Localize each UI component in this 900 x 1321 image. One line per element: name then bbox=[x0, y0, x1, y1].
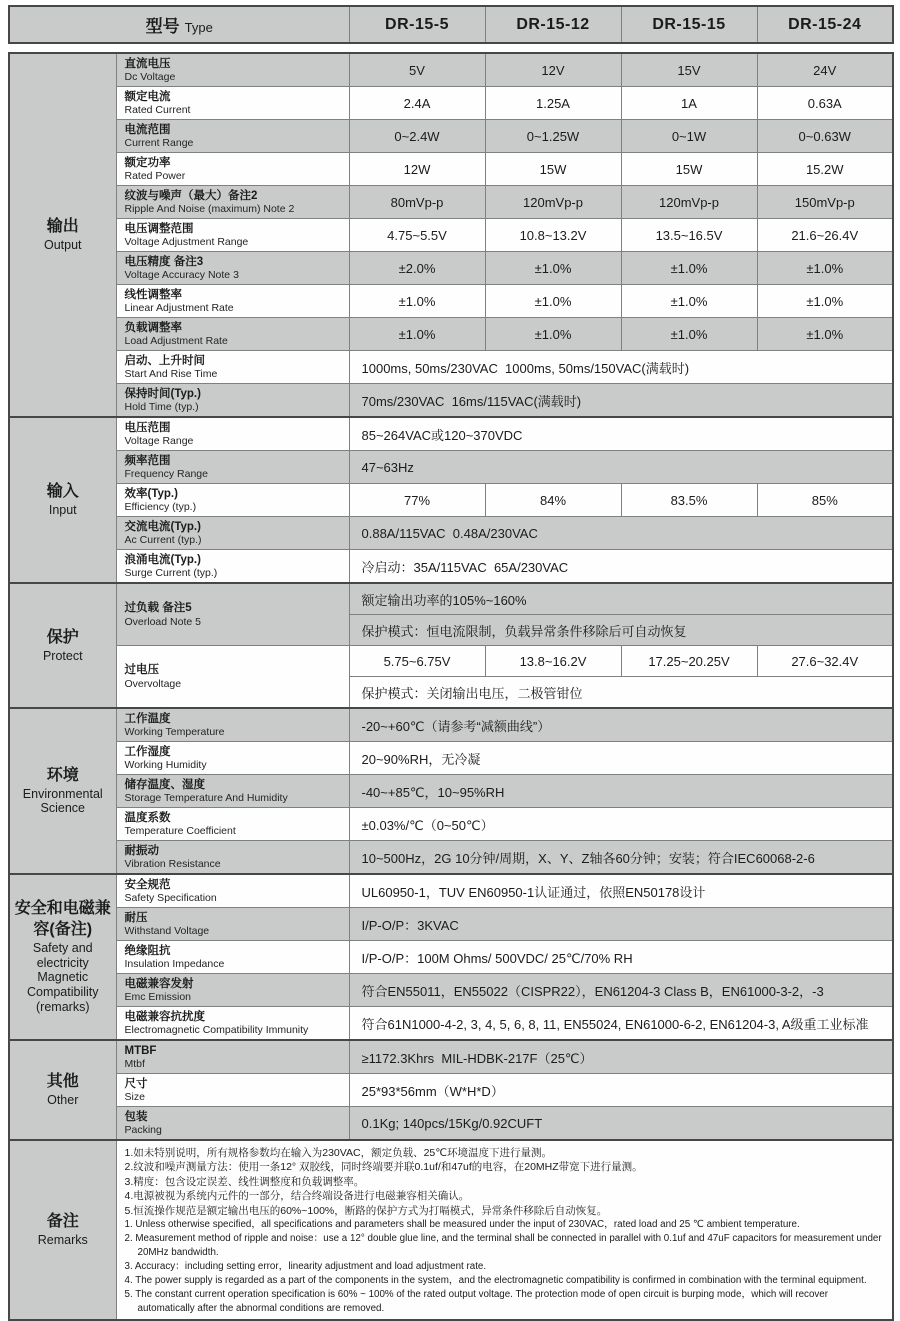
param-label bbox=[116, 841, 349, 875]
section-label-en: Other bbox=[47, 1093, 79, 1108]
section-label-remarks bbox=[9, 1140, 116, 1320]
spec-value: 77% bbox=[349, 484, 485, 517]
section-other bbox=[9, 1040, 893, 1140]
spec-value: ±1.0% bbox=[485, 285, 621, 318]
param-label-cn: 额定功率 bbox=[124, 156, 171, 169]
spec-value: 150mVp-p bbox=[757, 186, 893, 219]
param-label-en: Mtbf bbox=[124, 1058, 145, 1071]
table-row bbox=[9, 874, 893, 908]
spec-value: 85~264VAC或120~370VDC bbox=[349, 417, 893, 451]
section-label-cn: 其他 bbox=[46, 1073, 79, 1091]
param-label bbox=[116, 550, 349, 584]
param-label-cn: 储存温度、湿度 bbox=[124, 778, 205, 791]
param-label bbox=[116, 53, 349, 87]
table-row bbox=[9, 708, 893, 742]
param-label-en: Overvoltage bbox=[124, 677, 182, 690]
spec-value: ±1.0% bbox=[757, 252, 893, 285]
spec-value: 1000ms, 50ms/230VAC 1000ms, 50ms/150VAC(满载时) bbox=[349, 351, 893, 384]
section-label-other bbox=[9, 1040, 116, 1140]
model-name-dr-15-24: DR-15-24 bbox=[757, 6, 893, 43]
remark-line: 4. The power supply is regarded as a part of the components in the system，and the electromagnetic compatibility is confirmed in combination with the terminal equipment. bbox=[124, 1275, 867, 1287]
spec-value: 15W bbox=[485, 153, 621, 186]
type-label-cn: 型号 bbox=[145, 17, 180, 36]
table-row bbox=[9, 384, 893, 418]
remark-line: 5.恒流操作规范是额定输出电压的60%~100%，断路的保护方式为打嗝模式，异常条件移除后自动恢复。 bbox=[124, 1204, 608, 1217]
spec-value: 符合EN55011，EN55022（CISPR22），EN61204-3 Class B，EN61000-3-2，-3 bbox=[349, 974, 893, 1007]
spec-value: 47~63Hz bbox=[349, 451, 893, 484]
table-row bbox=[9, 550, 893, 584]
param-label bbox=[116, 1007, 349, 1041]
param-label-cn: 过负载 备注5 bbox=[124, 602, 192, 615]
param-label-cn: 额定电流 bbox=[124, 90, 171, 103]
spec-value: ±1.0% bbox=[621, 252, 757, 285]
param-label-en: Linear Adjustment Rate bbox=[124, 302, 234, 315]
section-label-en: Safety and electricity Magnetic Compatibility (remarks) bbox=[26, 940, 99, 1014]
spec-value: 0.88A/115VAC 0.48A/230VAC bbox=[349, 517, 893, 550]
section-label-en: Remarks bbox=[37, 1232, 88, 1247]
param-label-en: Packing bbox=[124, 1124, 162, 1137]
param-label bbox=[116, 808, 349, 841]
param-label bbox=[116, 1040, 349, 1074]
table-row bbox=[9, 1140, 893, 1320]
param-label-cn: 温度系数 bbox=[124, 811, 171, 824]
spec-value: ±1.0% bbox=[757, 285, 893, 318]
spec-value: 冷启动：35A/115VAC 65A/230VAC bbox=[349, 550, 893, 584]
param-label bbox=[116, 351, 349, 384]
section-remarks bbox=[9, 1140, 893, 1320]
param-label-en: Overload Note 5 bbox=[124, 615, 201, 628]
param-label-cn: 工作湿度 bbox=[124, 745, 171, 758]
spec-value: 2.4A bbox=[349, 87, 485, 120]
param-label bbox=[116, 417, 349, 451]
param-label-en: Voltage Accuracy Note 3 bbox=[124, 269, 239, 282]
param-label bbox=[116, 742, 349, 775]
param-label-cn: 电磁兼容抗扰度 bbox=[124, 1010, 205, 1023]
param-label-cn: 直流电压 bbox=[124, 57, 171, 70]
section-label-cn: 输出 bbox=[46, 218, 79, 236]
section-protect bbox=[9, 583, 893, 708]
spec-value: 5.75~6.75V bbox=[349, 646, 485, 677]
param-label-en: Efficiency (typ.) bbox=[124, 501, 197, 514]
table-row bbox=[9, 941, 893, 974]
spec-value: 0.63A bbox=[757, 87, 893, 120]
param-label bbox=[116, 1107, 349, 1141]
param-label-cn: 电压调整范围 bbox=[124, 222, 194, 235]
spec-value: -20~+60℃（请参考“减额曲线”） bbox=[349, 708, 893, 742]
param-label-en: Ac Current (typ.) bbox=[124, 534, 202, 547]
table-row bbox=[9, 974, 893, 1007]
spec-value: 15.2W bbox=[757, 153, 893, 186]
spec-value: 12V bbox=[485, 53, 621, 87]
param-label-en: Withstand Voltage bbox=[124, 925, 210, 938]
param-label-cn: 保持时间(Typ.) bbox=[124, 387, 201, 400]
remark-line: 3. Accuracy：including setting error，linearity adjustment and load adjustment rate. bbox=[124, 1261, 487, 1273]
param-label-en: Emc Emission bbox=[124, 991, 192, 1004]
spec-value: 21.6~26.4V bbox=[757, 219, 893, 252]
section-label-cn: 环境 bbox=[46, 766, 79, 784]
section-environment bbox=[9, 708, 893, 874]
param-label-cn: 效率(Typ.) bbox=[124, 487, 178, 500]
section-label-output bbox=[9, 53, 116, 417]
spec-value: I/P-O/P：3KVAC bbox=[349, 908, 893, 941]
param-label-en: Rated Current bbox=[124, 104, 191, 117]
param-label bbox=[116, 583, 349, 646]
spec-value: 24V bbox=[757, 53, 893, 87]
remark-line: 5. The constant current operation specification is 60% ~ 100% of the rated output voltage. The protection mode of open circuit is burping mode，which will recover automatically after the abnormal conditions are removed. bbox=[124, 1288, 829, 1314]
param-label-cn: 频率范围 bbox=[124, 454, 171, 467]
param-label-en: Size bbox=[124, 1091, 145, 1104]
spec-table bbox=[8, 52, 894, 1321]
table-row bbox=[9, 775, 893, 808]
type-header-cell bbox=[9, 6, 349, 43]
remark-line: 2.纹波和噪声测量方法：使用一条12° 双胶线，同时终端要并联0.1uf/和47uf的电容，在20MHZ带宽下进行量测。 bbox=[124, 1161, 643, 1174]
table-row bbox=[9, 53, 893, 87]
spec-value: 4.75~5.5V bbox=[349, 219, 485, 252]
section-safety bbox=[9, 874, 893, 1040]
param-label bbox=[116, 285, 349, 318]
spec-value: ±1.0% bbox=[485, 318, 621, 351]
spec-value: ±2.0% bbox=[349, 252, 485, 285]
spec-value: 10.8~13.2V bbox=[485, 219, 621, 252]
param-label-cn: 绝缘阻抗 bbox=[124, 944, 171, 957]
param-label-cn: 包装 bbox=[124, 1110, 148, 1123]
param-label bbox=[116, 775, 349, 808]
param-label-en: Safety Specification bbox=[124, 892, 217, 905]
param-label-en: Working Humidity bbox=[124, 759, 207, 772]
param-label-en: Voltage Range bbox=[124, 435, 194, 448]
spec-value: ±1.0% bbox=[349, 285, 485, 318]
spec-value: 0~1W bbox=[621, 120, 757, 153]
param-label-en: Start And Rise Time bbox=[124, 368, 218, 381]
table-row bbox=[9, 186, 893, 219]
param-label bbox=[116, 1074, 349, 1107]
param-label bbox=[116, 941, 349, 974]
spec-value: ±1.0% bbox=[485, 252, 621, 285]
table-row bbox=[9, 1107, 893, 1141]
param-label-cn: 纹波与噪声（最大）备注2 bbox=[124, 189, 258, 202]
param-label-cn: 线性调整率 bbox=[124, 288, 182, 301]
section-label-cn: 备注 bbox=[46, 1213, 79, 1231]
remark-line: 1. Unless otherwise specified，all specifications and parameters shall be measured under the input of 230VAC，rated load and 25 ℃ ambient temperature. bbox=[124, 1219, 800, 1231]
param-label bbox=[116, 120, 349, 153]
model-header-row bbox=[9, 6, 893, 43]
spec-value: ±0.03%/℃（0~50℃） bbox=[349, 808, 893, 841]
table-row bbox=[9, 351, 893, 384]
param-label bbox=[116, 646, 349, 709]
section-label-safety bbox=[9, 874, 116, 1040]
table-row bbox=[9, 285, 893, 318]
table-row bbox=[9, 120, 893, 153]
model-name-dr-15-12: DR-15-12 bbox=[485, 6, 621, 43]
type-label-en: Type bbox=[184, 20, 213, 35]
spec-value: ±1.0% bbox=[757, 318, 893, 351]
section-label-cn: 输入 bbox=[46, 483, 79, 501]
section-label-en: Input bbox=[48, 503, 77, 518]
param-label-en: Surge Current (typ.) bbox=[124, 567, 218, 580]
spec-value: -40~+85℃，10~95%RH bbox=[349, 775, 893, 808]
table-row bbox=[9, 1074, 893, 1107]
section-label-en: Protect bbox=[42, 648, 83, 663]
spec-value: 保护模式：关闭输出电压，二极管钳位 bbox=[349, 677, 893, 709]
spec-value: 1A bbox=[621, 87, 757, 120]
param-label bbox=[116, 318, 349, 351]
spec-value: ≥1172.3Khrs MIL-HDBK-217F（25℃） bbox=[349, 1040, 893, 1074]
spec-value: 1.25A bbox=[485, 87, 621, 120]
spec-value: 80mVp-p bbox=[349, 186, 485, 219]
param-label bbox=[116, 708, 349, 742]
model-header-table bbox=[8, 5, 894, 44]
param-label-cn: 安全规范 bbox=[124, 878, 171, 891]
remark-line: 4.电源被视为系统内元件的一部分，结合终端设备进行电磁兼容相关确认。 bbox=[124, 1190, 470, 1203]
param-label-cn: 尺寸 bbox=[124, 1077, 148, 1090]
param-label bbox=[116, 153, 349, 186]
table-row bbox=[9, 1040, 893, 1074]
param-label-cn: MTBF bbox=[124, 1044, 157, 1057]
spec-value: 27.6~32.4V bbox=[757, 646, 893, 677]
param-label-cn: 耐振动 bbox=[124, 844, 159, 857]
section-label-en: Environmental Science bbox=[22, 786, 103, 816]
param-label-en: Voltage Adjustment Range bbox=[124, 236, 249, 249]
param-label bbox=[116, 87, 349, 120]
param-label-cn: 耐压 bbox=[124, 911, 148, 924]
param-label-cn: 电磁兼容发射 bbox=[124, 977, 194, 990]
param-label-cn: 过电压 bbox=[124, 664, 159, 677]
spec-value: I/P-O/P：100M Ohms/ 500VDC/ 25℃/70% RH bbox=[349, 941, 893, 974]
spec-value: 83.5% bbox=[621, 484, 757, 517]
spec-value: 保护模式：恒电流限制，负载异常条件移除后可自动恢复 bbox=[349, 615, 893, 646]
param-label-en: Insulation Impedance bbox=[124, 958, 225, 971]
param-label bbox=[116, 219, 349, 252]
param-label-en: Temperature Coefficient bbox=[124, 825, 236, 838]
param-label bbox=[116, 974, 349, 1007]
spec-value: ±1.0% bbox=[621, 318, 757, 351]
table-row bbox=[9, 417, 893, 451]
param-label-cn: 负载调整率 bbox=[124, 321, 182, 334]
param-label-en: Storage Temperature And Humidity bbox=[124, 792, 288, 805]
table-row bbox=[9, 646, 893, 677]
param-label-en: Electromagnetic Compatibility Immunity bbox=[124, 1024, 309, 1037]
section-label-en: Output bbox=[43, 238, 82, 253]
section-input bbox=[9, 417, 893, 583]
model-name-dr-15-5: DR-15-5 bbox=[349, 6, 485, 43]
spec-value: 120mVp-p bbox=[485, 186, 621, 219]
param-label-en: Vibration Resistance bbox=[124, 858, 221, 871]
param-label-cn: 工作温度 bbox=[124, 712, 171, 725]
spec-value: 5V bbox=[349, 53, 485, 87]
table-row bbox=[9, 908, 893, 941]
spec-value: 额定输出功率的105%~160% bbox=[349, 583, 893, 615]
param-label-cn: 电流范围 bbox=[124, 123, 171, 136]
section-output bbox=[9, 53, 893, 417]
section-label-cn: 保护 bbox=[46, 628, 79, 646]
table-row bbox=[9, 583, 893, 615]
section-label-protect bbox=[9, 583, 116, 708]
spec-value: 85% bbox=[757, 484, 893, 517]
param-label-en: Hold Time (typ.) bbox=[124, 401, 199, 414]
spec-value: 0~1.25W bbox=[485, 120, 621, 153]
table-row bbox=[9, 153, 893, 186]
spec-value: 15W bbox=[621, 153, 757, 186]
param-label-cn: 电压精度 备注3 bbox=[124, 255, 204, 268]
param-label-en: Current Range bbox=[124, 137, 194, 150]
param-label-cn: 启动、上升时间 bbox=[124, 354, 205, 367]
param-label-en: Rated Power bbox=[124, 170, 186, 183]
section-label-input bbox=[9, 417, 116, 583]
remark-line: 2. Measurement method of ripple and noise：use a 12° double glue line, and the terminal shall be connected in parallel with 0.1uf and 47uF capacitors for measurement under 20MHz bandwidth. bbox=[124, 1233, 882, 1259]
spec-value: 0~2.4W bbox=[349, 120, 485, 153]
model-name-dr-15-15: DR-15-15 bbox=[621, 6, 757, 43]
spec-value: 10~500Hz，2G 10分钟/周期，X、Y、Z轴各60分钟；安装；符合IEC60068-2-6 bbox=[349, 841, 893, 875]
param-label bbox=[116, 908, 349, 941]
table-row bbox=[9, 252, 893, 285]
spec-value: 84% bbox=[485, 484, 621, 517]
spec-value: 13.5~16.5V bbox=[621, 219, 757, 252]
spec-value: 0.1Kg; 140pcs/15Kg/0.92CUFT bbox=[349, 1107, 893, 1141]
param-label-cn: 电压范围 bbox=[124, 421, 171, 434]
param-label bbox=[116, 384, 349, 418]
table-row bbox=[9, 318, 893, 351]
spec-value: 120mVp-p bbox=[621, 186, 757, 219]
spec-value: ±1.0% bbox=[621, 285, 757, 318]
param-label bbox=[116, 484, 349, 517]
param-label-en: Working Temperature bbox=[124, 726, 225, 739]
spec-value: 15V bbox=[621, 53, 757, 87]
spec-value: 70ms/230VAC 16ms/115VAC(满载时) bbox=[349, 384, 893, 418]
spec-value: ±1.0% bbox=[349, 318, 485, 351]
param-label-cn: 交流电流(Typ.) bbox=[124, 520, 201, 533]
spec-value: 25*93*56mm（W*H*D） bbox=[349, 1074, 893, 1107]
table-row bbox=[9, 742, 893, 775]
param-label bbox=[116, 517, 349, 550]
table-row bbox=[9, 451, 893, 484]
table-row bbox=[9, 517, 893, 550]
param-label-en: Ripple And Noise (maximum) Note 2 bbox=[124, 203, 295, 216]
param-label-cn: 浪涌电流(Typ.) bbox=[124, 553, 201, 566]
table-row bbox=[9, 1007, 893, 1041]
remark-line: 1.如未特别说明，所有规格参数均在输入为230VAC，额定负载、25℃环境温度下进行量测。 bbox=[124, 1147, 553, 1159]
spec-value: 13.8~16.2V bbox=[485, 646, 621, 677]
section-label-environment bbox=[9, 708, 116, 874]
table-row bbox=[9, 484, 893, 517]
spec-value: 20~90%RH，无冷凝 bbox=[349, 742, 893, 775]
param-label bbox=[116, 874, 349, 908]
param-label bbox=[116, 252, 349, 285]
table-row bbox=[9, 87, 893, 120]
param-label bbox=[116, 451, 349, 484]
section-label-cn: 安全和电磁兼容(备注) bbox=[14, 900, 111, 939]
spec-value: 符合61N1000-4-2, 3, 4, 5, 6, 8, 11, EN55024, EN61000-6-2, EN61204-3, A级重工业标准 bbox=[349, 1007, 893, 1041]
spec-value: 17.25~20.25V bbox=[621, 646, 757, 677]
param-label bbox=[116, 186, 349, 219]
spec-value: 0~0.63W bbox=[757, 120, 893, 153]
spec-value: 12W bbox=[349, 153, 485, 186]
table-row bbox=[9, 808, 893, 841]
remarks-notes bbox=[116, 1140, 893, 1320]
remark-line: 3.精度：包含设定误差、线性调整度和负载调整率。 bbox=[124, 1175, 365, 1188]
param-label-en: Dc Voltage bbox=[124, 71, 176, 84]
table-row bbox=[9, 841, 893, 875]
param-label-en: Frequency Range bbox=[124, 468, 208, 481]
param-label-en: Load Adjustment Rate bbox=[124, 335, 228, 348]
spec-value: UL60950-1，TUV EN60950-1认证通过，依照EN50178设计 bbox=[349, 874, 893, 908]
table-row bbox=[9, 219, 893, 252]
